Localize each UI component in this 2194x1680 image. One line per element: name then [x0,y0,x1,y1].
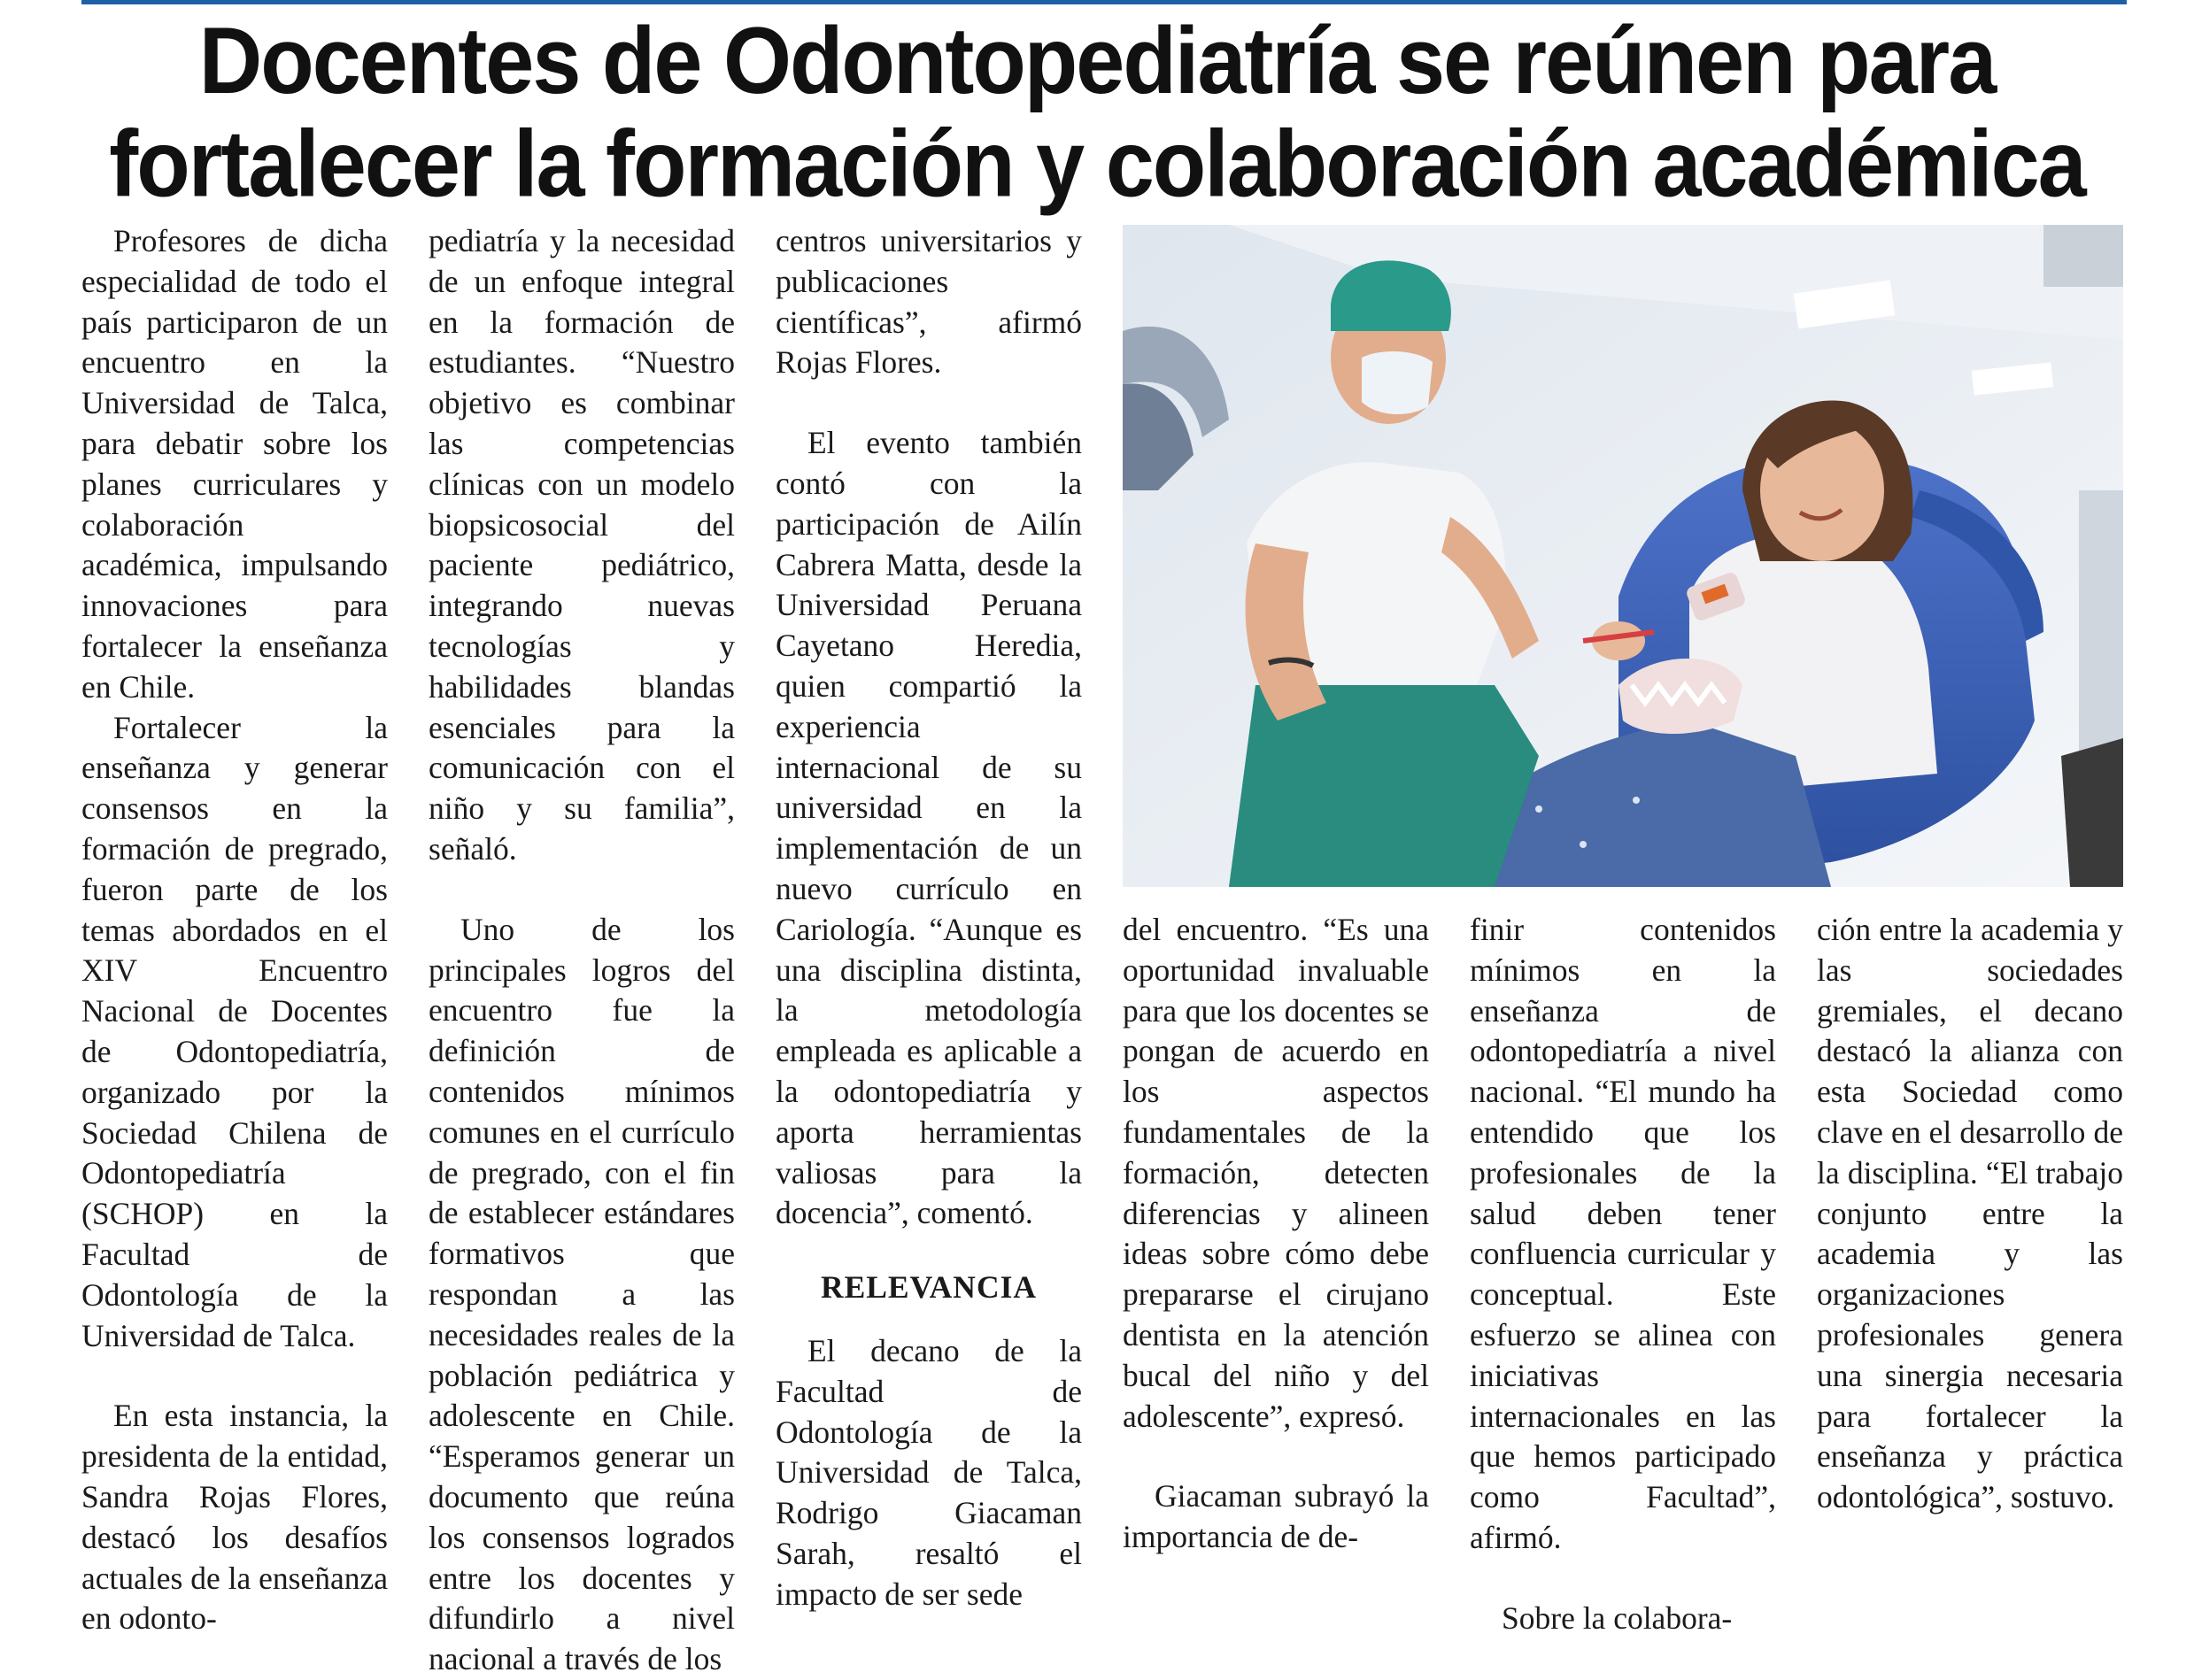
paragraph: del encuentro. “Es una oportunidad invaluable para que los docentes se pongan de acuerdo en los aspectos fundamentales de la formación, detecten diferencias y alineen ideas sobre cómo debe prepararse el cirujano dentista en la atención bucal del niño y del adolescente”, expresó. [1123,912,1429,1434]
paragraph: finir contenidos mínimos en la enseñanza de odontopediatría a nivel nacional. “El mundo ha entendido que los profesionales de la salud deben tener confluencia curricular y conceptual. Este esfuerzo se alinea con iniciativas internacionales en las que hemos participado como Facultad”, afirmó. [1470,912,1776,1555]
paragraph: En esta instancia, la presidenta de la entidad, Sandra Rojas Flores, destacó los desafíos actuales de la enseñanza en odonto- [81,1398,388,1637]
paragraph: centros universitarios y publicaciones científicas”, afirmó Rojas Flores. [776,223,1082,381]
article-column-6 [1817,910,2123,1518]
article-column-2 [429,221,735,1680]
paragraph: Sobre la colabora- [1502,1599,1733,1636]
section-subhead: RELEVANCIA [820,1269,1038,1306]
article-photo [1123,225,2123,887]
headline [0,6,2194,217]
paragraph: ción entre la academia y las sociedades gremiales, el decano destacó la alianza con esta Sociedad como clave en el desarrollo de la disciplina. “El trabajo conjunto entre la academia y las organizaciones profesionales genera una sinergia necesaria para fortalecer la enseñanza y práctica odontológica”, sostuvo. [1817,912,2123,1515]
article-column-4 [1123,910,1429,1558]
paragraph: El decano de la Facultad de Odontología de la Universidad de Talca, Rodrigo Giacaman Sarah, resaltó el impacto de ser sede [776,1332,1082,1612]
headline-line-2: fortalecer la formación y colaboración académica [109,110,2085,217]
paragraph: pediatría y la necesidad de un enfoque integral en la formación de estudiantes. “Nuestro objetivo es combinar las competencias clínicas con un modelo biopsicosocial del paciente pediátrico, integrando nuevas tecnologías y habilidades blandas esenciales para la comunicación con el niño y su familia”, señaló. [429,223,735,867]
top-rule [81,0,2127,4]
article-column-5 [1470,910,1776,1639]
paragraph: Profesores de dicha especialidad de todo el país participaron de un encuentro en la Universidad de Talca, para debatir sobre los planes curriculares y colaboración académica, impulsando innovaciones para fortalecer la enseñanza en Chile. [81,223,388,705]
article-column-3 [776,221,1082,1615]
paragraph: Fortalecer la enseñanza y generar consensos en la formación de pregrado, fueron parte de los temas abordados en el XIV Encuentro Nacional de Docentes de Odontopediatría, organizado por la Sociedad Chilena de Odontopediatría (SCHOP) en la Facultad de Odontología de la Universidad de Talca. [81,709,388,1353]
article-column-1 [81,221,388,1639]
paragraph: El evento también contó con la participación de Ailín Cabrera Matta, desde la Universidad Peruana Cayetano Heredia, quien compartió la experiencia internacional de su universidad en la implementación de un nuevo currículo en Cariología. “Aunque es una disciplina distinta, la metodología empleada es aplicable a la odontopediatría y aporta herramientas valiosas para la docencia”, comentó. [776,425,1082,1231]
paragraph: Giacaman subrayó la importancia de de- [1123,1478,1429,1555]
headline-line-1: Docentes de Odontopediatría se reúnen para [198,6,1996,113]
paragraph: Uno de los principales logros del encuentro fue la definición de contenidos mínimos comunes en el currículo de pregrado, con el fin de establecer estándares formativos que respondan a las necesidades reales de la población pediátrica y adolescente en Chile. “Esperamos generar un documento que reúna los consensos logrados entre los docentes y difundirlo a nivel nacional a través de los [429,911,735,1677]
